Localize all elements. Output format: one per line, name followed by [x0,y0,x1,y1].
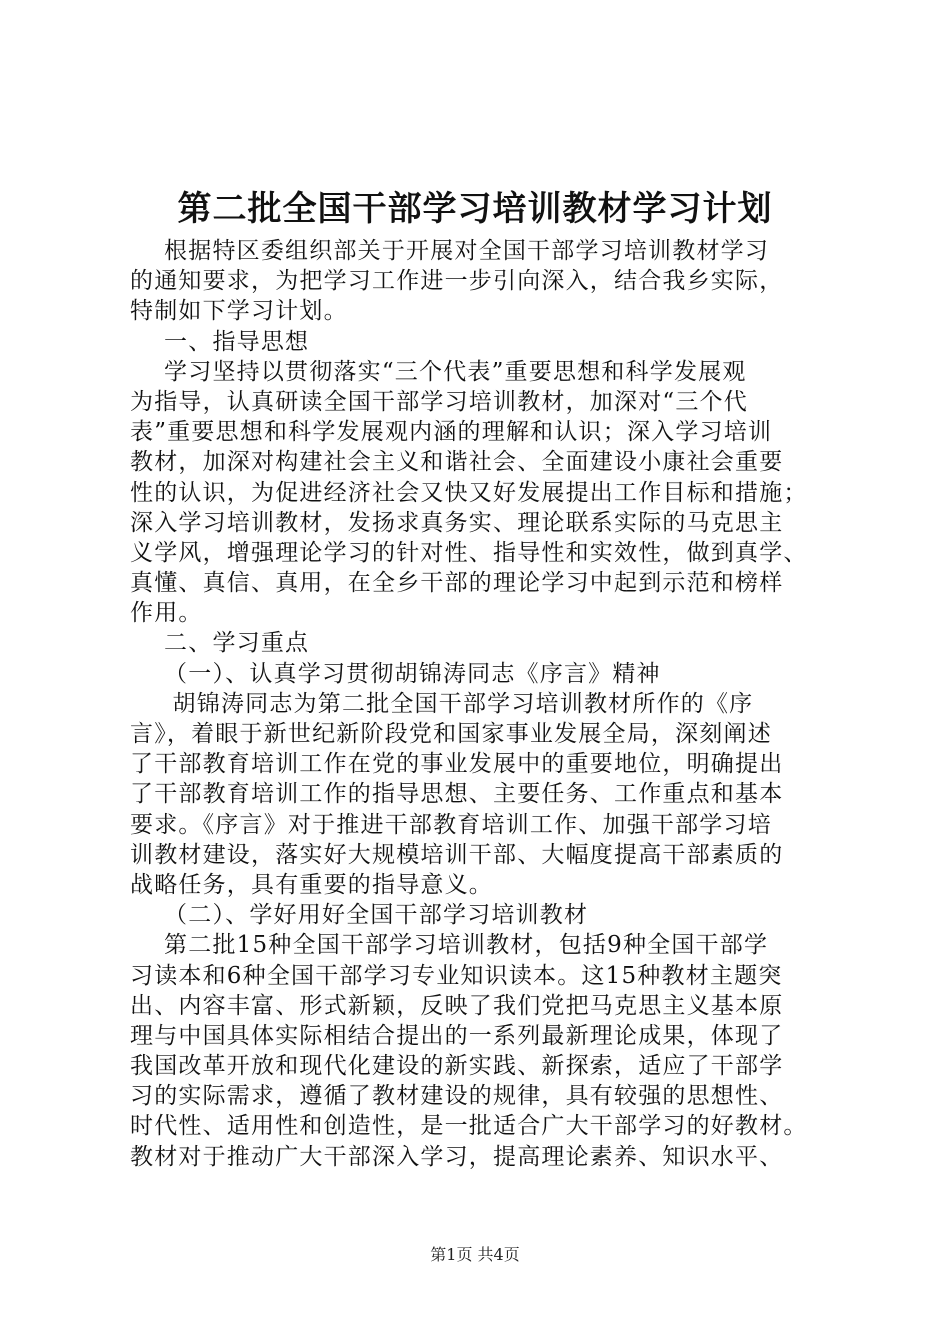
body-line: （一）、认真学习贯彻胡锦涛同志《序言》精神 [130,660,661,687]
body-line: （二）、学好用好全国干部学习培训教材 [130,902,589,929]
body-line: 一、指导思想 [130,328,310,355]
body-line: 真懂、真信、真用，在全乡干部的理论学习中起到示范和榜样 [130,570,784,597]
document-body [130,236,830,1172]
body-line: 我国改革开放和现代化建设的新实践、新探索，适应了干部学 [130,1053,784,1080]
body-line: 义学风，增强理论学习的针对性、指导性和实效性，做到真学、 [130,539,808,566]
body-line: 教材对于推动广大干部深入学习，提高理论素养、知识水平、 [130,1143,784,1170]
body-line: 言》，着眼于新世纪新阶段党和国家事业发展全局，深刻阐述 [130,721,772,747]
body-line: 要求。《序言》对于推进干部教育培训工作、加强干部学习培 [130,811,772,838]
body-line: 训教材建设，落实好大规模培训干部、大幅度提高干部素质的 [130,841,784,868]
body-line: 理与中国具体实际相结合提出的一系列最新理论成果，体现了 [130,1022,784,1049]
body-line: 特制如下学习计划。 [130,298,348,325]
body-line: 教材，加深对构建社会主义和谐社会、全面建设小康社会重要 [130,449,784,476]
document-title: 第二批全国干部学习培训教材学习计划 [177,189,773,229]
body-line: 性的认识，为促进经济社会又快又好发展提出工作目标和措施； [130,479,808,506]
body-line: 第二批15种全国干部学习培训教材，包括9种全国干部学 [130,932,769,959]
body-line: 了干部教育培训工作的指导思想、主要任务、工作重点和基本 [130,781,784,808]
body-line: 的通知要求，为把学习工作进一步引向深入，结合我乡实际， [130,268,784,295]
body-line: 习的实际需求，遵循了教材建设的规律，具有较强的思想性、 [130,1083,784,1110]
body-line: 了干部教育培训工作在党的事业发展中的重要地位，明确提出 [130,751,784,778]
body-line: 战略任务，具有重要的指导意义。 [130,871,493,898]
body-line: 时代性、适用性和创造性，是一批适合广大干部学习的好教材。 [130,1113,808,1140]
page-number-footer: 第1页 共4页 [430,1245,520,1264]
body-line: 表”重要思想和科学发展观内涵的理解和认识；深入学习培训 [130,419,773,446]
body-line: 深入学习培训教材，发扬求真务实、理论联系实际的马克思主 [130,509,784,536]
body-line: 作用。 [130,600,203,627]
body-line: 习读本和6种全国干部学习专业知识读本。这15种教材主题突 [130,962,783,989]
body-line: 二、学习重点 [130,630,310,657]
body-line: 胡锦涛同志为第二批全国干部学习培训教材所作的《序 [130,690,754,717]
body-line: 为指导，认真研读全国干部学习培训教材，加深对“三个代 [130,388,748,415]
body-line: 根据特区委组织部关于开展对全国干部学习培训教材学习 [130,238,770,264]
body-line: 学习坚持以贯彻落实“三个代表”重要思想和科学发展观 [130,358,747,385]
body-line: 出、内容丰富、形式新颖，反映了我们党把马克思主义基本原 [130,992,784,1019]
